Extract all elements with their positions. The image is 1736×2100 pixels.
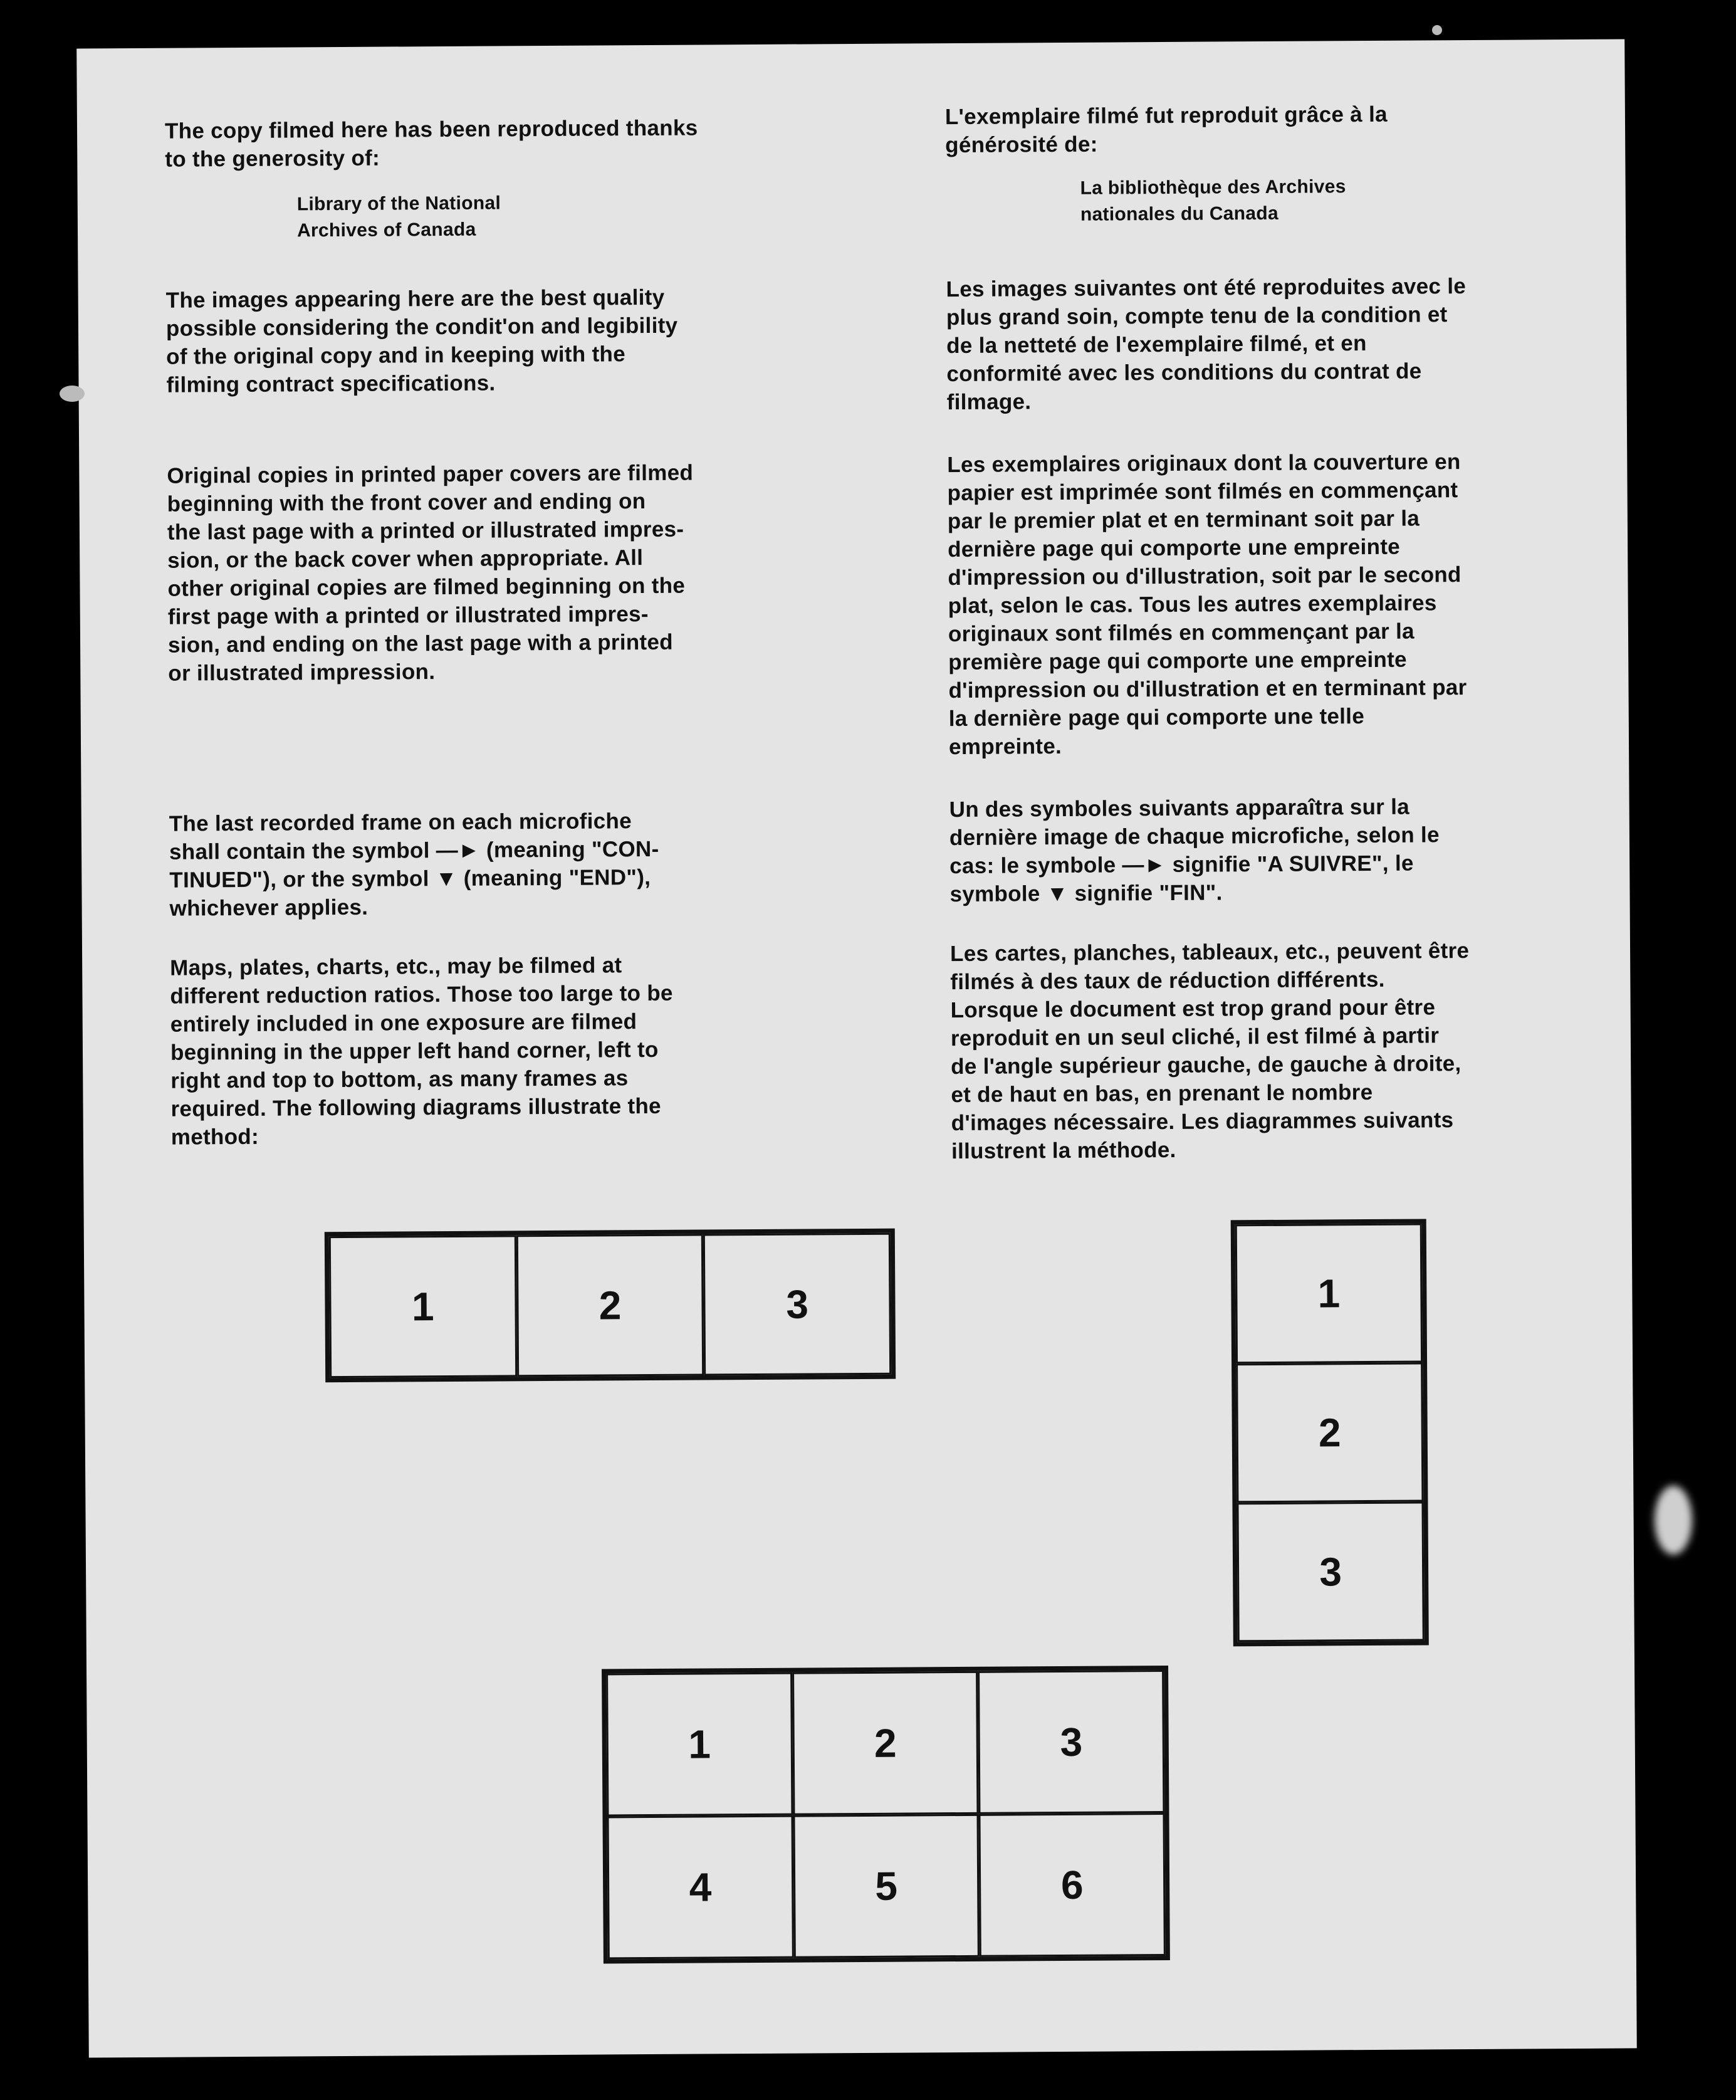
frame-cell: 1 [606,1672,793,1817]
frame-cell: 2 [792,1671,979,1815]
english-thanks [165,113,805,173]
french-institution [1080,171,1736,228]
diagram-grid-of-six [602,1666,1170,1964]
diagram-column-of-three [1231,1219,1429,1646]
frame-cell: 2 [1236,1362,1423,1503]
french-covers-text: Les exemplaires originaux dont la couverture en papier est imprimée sont filmés en commençant par le premier plat et en terminant soit par la dernière page qui comporte une empreinte d'impression ou d'illustration, soit par le second plat, selon le cas. Tous les autres exemplaires originaux sont filmés en commençant par la première page qui comporte une empreinte d'impression ou d'illustration et en terminant par la dernière page qui comporte une telle empreinte. [947,449,1467,760]
scan-speck [1432,25,1442,35]
document-page [76,39,1637,2057]
frame-cell: 6 [979,1813,1166,1957]
english-symbols [169,806,809,922]
french-quality [946,271,1604,416]
diagram-row-of-three [325,1229,896,1383]
frame-cell: 1 [329,1235,517,1378]
frame-cell: 4 [607,1815,793,1960]
english-covers [167,458,807,687]
frame-cell: 5 [793,1814,980,1958]
french-maps [950,936,1609,1165]
english-thanks-text: The copy filmed here has been reproduced thanks to the generosity of: [164,115,698,172]
english-maps [170,950,810,1151]
frame-cell: 2 [516,1234,704,1377]
scan-speck [60,386,85,402]
english-institution-text: Library of the National Archives of Canada [296,192,501,241]
english-symbols-text: The last recorded frame on each microfiche shall contain the symbol —► (meaning "CON- TINUED"), or the symbol ▼ (meaning "END"), whichever applies. [169,809,659,921]
french-maps-text: Les cartes, planches, tableaux, etc., peuvent être filmés à des taux de réduction différents. Lorsque le document est trop grand pour être reproduit en un seul cliché, il est filmé à partir de l'angle supérieur gauche, de gauche à droite, et de haut en bas, en prenant le nombre d'images nécessaire. Les diagrammes suivants illustrent la méthode. [949,938,1470,1164]
english-covers-text: Original copies in printed paper covers are filmed beginning with the front cover and ending on the last page with a printed or illustrated impres- sion, or the back cover when appropriate. All other original copies are filmed beginning on the first page with a printed or illustrated impres- sion, and ending on the last page with a printed or illustrated impression. [167,460,694,686]
english-maps-text: Maps, plates, charts, etc., may be filmed at different reduction ratios. Those too large to be entirely included in one exposure are filmed beginning in the upper left hand corner, left to right and top to bottom, as many frames as required. The following diagrams illustrate the method: [170,953,673,1150]
french-thanks-text: L'exemplaire filmé fut reproduit grâce à la générosité de: [944,102,1388,158]
frame-cell: 3 [703,1233,891,1376]
frame-cell: 3 [1237,1501,1424,1642]
frame-cell: 1 [1235,1223,1423,1363]
english-quality-text: The images appearing here are the best quality possible considering the condit'on and legibility of the original copy and in keeping with the filming contract specifications. [165,285,678,397]
french-institution-text: La bibliothèque des Archives nationales du Canada [1080,176,1346,225]
french-symbols-text: Un des symboles suivants apparaîtra sur la dernière image de chaque microfiche, selon le cas: le symbole —► signifie "A SUIVRE", le symbole ▼ signifie "FIN". [949,794,1440,907]
frame-cell: 3 [978,1670,1164,1814]
french-symbols [949,792,1608,908]
scan-speck [1655,1486,1692,1555]
english-quality [166,282,806,399]
french-quality-text: Les images suivantes ont été reproduites avec le plus grand soin, compte tenu de la condition et de la netteté de l'exemplaire filmé, et en conformité avec les conditions du contrat de filmage. [946,274,1467,415]
french-covers [947,447,1607,761]
english-institution [297,187,936,244]
french-thanks [945,99,1604,159]
